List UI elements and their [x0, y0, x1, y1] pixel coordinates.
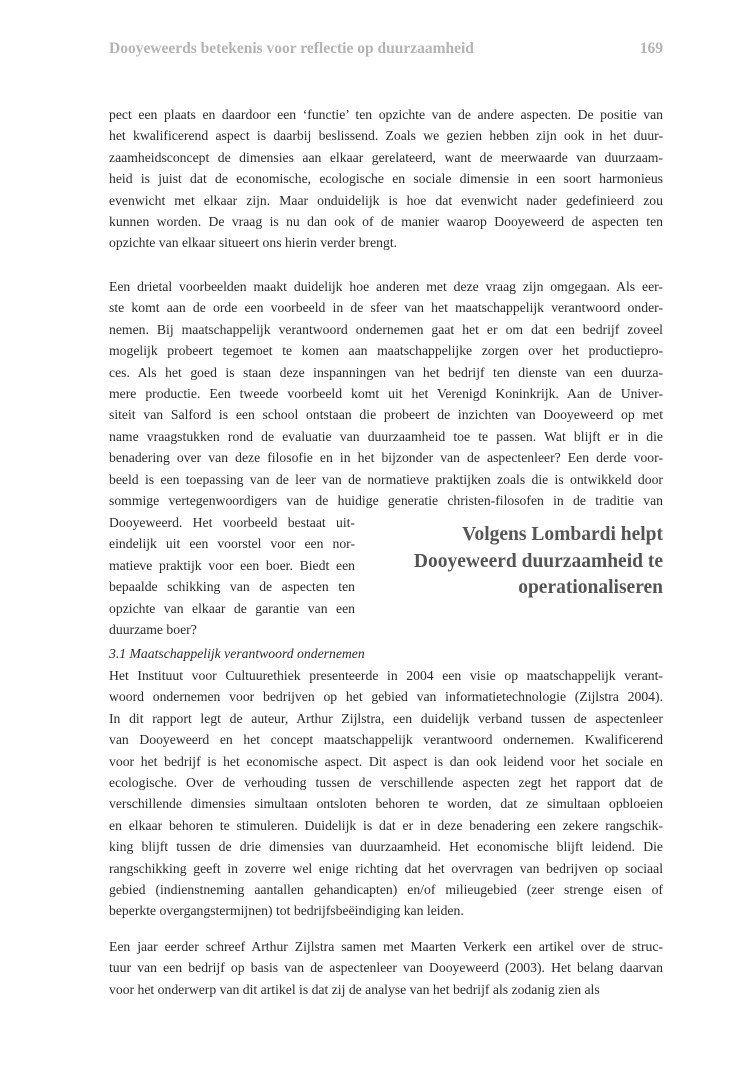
- text-line: king blijft tussen de drie dimensies van duurzaamheid. Het economische blijft leidend. Die: [109, 839, 663, 855]
- text-line: gebied (indienstneming aantallen gehandicapten) en/of milieugebied (zeer strenge eisen of: [109, 881, 663, 897]
- text-line: tuur van een bedrijf op basis van de aspectenleer van Dooyeweerd (2003). Het belang daarvan: [109, 960, 663, 976]
- text-line: rangschikking geeft in zoverre wel enige richting dat het overvragen van bedrijven op sociaal: [109, 860, 663, 876]
- pull-quote-line: Dooyeweerd duurzaamheid te: [413, 550, 663, 572]
- text-line: woord ondernemen voor bedrijven op het gebied van informatietechnologie (Zijlstra 2004).: [109, 689, 663, 705]
- text-line: nemen. Bij maatschappelijk verantwoord ondernemen gaat het er om dat een bedrijf zoveel: [109, 321, 663, 337]
- text-line: kunnen worden. De vraag is nu dan ook of de manier waarop Dooyeweerd de aspecten ten: [109, 213, 663, 229]
- text-line: opzichte van elkaar situeert ons hierin verder brengt.: [109, 235, 398, 251]
- text-line: In dit rapport legt de auteur, Arthur Zijlstra, een duidelijk verband tussen de aspectenleer: [109, 710, 663, 726]
- running-header-title: Dooyeweerds betekenis voor reflectie op duurzaamheid: [109, 40, 474, 57]
- text-line: Dooyeweerd. Het voorbeeld bestaat uit-: [109, 515, 355, 530]
- text-line: Het Instituut voor Cultuurethiek presenteerde in 2004 een visie op maatschappelijk verant-: [109, 668, 663, 683]
- section-heading-block: [109, 643, 663, 664]
- text-line: mogelijk probeert tegemoet te komen aan maatschappelijke zorgen over het productiepro-: [109, 343, 663, 359]
- text-line: siteit van Salford is een school ontstaan die probeert de inzichten van Dooyeweerd op met: [109, 407, 663, 423]
- paragraph-2: [109, 276, 663, 511]
- text-line: van Dooyeweerd en het concept maatschappelijk verantwoord ondernemen. Kwalificerend: [109, 732, 663, 748]
- text-line: evenwicht met elkaar zijn. Maar onduidelijk is hoe dat evenwicht nader gedefinieerd zou: [109, 192, 663, 208]
- text-line: voor het onderwerp van dit artikel is dat zij de analyse van het bedrijf als zodanig zien als: [109, 981, 600, 997]
- text-line: Een jaar eerder schreef Arthur Zijlstra samen met Maarten Verkerk een artikel over de struc-: [109, 939, 663, 954]
- text-line: bepaalde schikking van de aspecten ten: [109, 579, 355, 595]
- paragraph-2-continued: [109, 512, 355, 640]
- text-line: matieve praktijk voor een boer. Biedt een: [109, 557, 355, 573]
- text-line: beperkte overgangstermijnen) tot bedrijfsbeëindiging kan leiden.: [109, 903, 464, 919]
- text-line: name vraagstukken rond de evaluatie van duurzaamheid toe te passen. Wat blijft er in die: [109, 428, 663, 444]
- text-line: pect een plaats en daardoor een ‘functie’ ten opzichte van de andere aspecten. De positie van: [109, 107, 663, 122]
- text-line: benadering over van deze filosofie en in het bijzonder van de aspectenleer? Een derde voor-: [109, 450, 663, 466]
- paragraph-4: [109, 936, 663, 1000]
- page-number: 169: [639, 40, 663, 57]
- text-line: het kwalificerend aspect is daarbij beslissend. Zoals we gezien hebben zijn ook in het duur-: [109, 128, 663, 144]
- text-line: ste komt aan de orde een voorbeeld in de sfeer van het maatschappelijk verantwoord onder-: [109, 300, 663, 316]
- pull-quote-line: Volgens Lombardi helpt: [462, 524, 663, 545]
- text-line: heid is juist dat de economische, ecologische en sociale dimensie in een soort harmonieus: [109, 171, 663, 187]
- pull-quote-line: operationaliseren: [518, 577, 663, 598]
- running-header: [109, 40, 663, 58]
- text-line: verschillende dimensies simultaan ontsloten behoren te worden, dat ze simultaan opbloeien: [109, 796, 663, 812]
- text-line: ecologische. Over de verhouding tussen de verschillende aspecten zegt het rapport dat de: [109, 774, 663, 790]
- text-line: Een drietal voorbeelden maakt duidelijk hoe anderen met deze vraag zijn omgegaan. Als eer-: [109, 279, 663, 294]
- text-line: mere productie. Een tweede voorbeeld komt uit het Verenigd Koninkrijk. Aan de Univer-: [109, 385, 663, 401]
- text-line: duurzame boer?: [109, 621, 197, 637]
- text-line: en elkaar behoren te stimuleren. Duidelijk is dat er in deze benadering een zekere rangschik-: [109, 817, 663, 833]
- text-line: zaamheidsconcept de dimensies aan elkaar gerelateerd, want de meerwaarde van duurzaam-: [109, 149, 663, 165]
- text-line: ces. Als het goed is staan deze inspanningen van het bedrijf ten dienste van een duurza-: [109, 364, 663, 380]
- section-heading: 3.1 Maatschappelijk verantwoord ondernemen: [109, 646, 365, 661]
- pull-quote: [370, 522, 663, 602]
- text-line: sommige vertegenwoordigers van de huidige generatie christen-filosofen in de traditie van: [109, 492, 663, 508]
- text-line: eindelijk uit een voorstel voor een nor-: [109, 536, 355, 552]
- text-line: beeld is een toepassing van de leer van de normatieve praktijken zoals die is ontwikkeld door: [109, 471, 663, 487]
- paragraph-3: [109, 665, 663, 922]
- text-line: opzichte van elkaar de garantie van een: [109, 600, 355, 616]
- text-line: voor het bedrijf is het economische aspect. Dit aspect is dan ook leidend voor het sociale en: [109, 753, 663, 769]
- paragraph-1: [109, 104, 663, 254]
